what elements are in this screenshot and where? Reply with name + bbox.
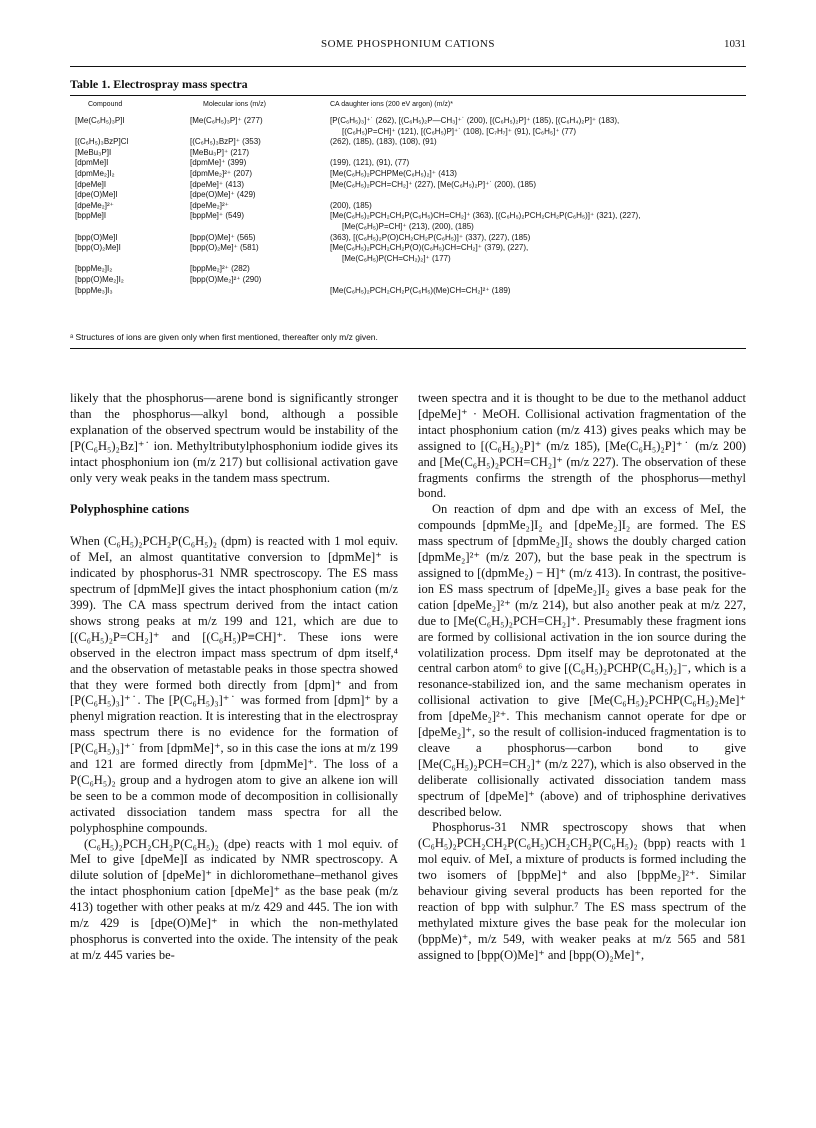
right-column <box>418 391 746 964</box>
daughter-ions-cell <box>330 169 746 180</box>
table-row <box>70 243 746 264</box>
table-row <box>70 286 746 297</box>
paragraph: likely that the phosphorus—arene bond is significantly stronger than the phosphorus—alkyl bond, although a possible explanation of the observed spectrum would be instability of the [P(C₆H₅)₂Bz]⁺˙ ion. Methyltributylphosphonium iodide gives its intact phosphonium ion (m/z 217) but collisional activation gave only very weak peaks in the tandem mass spectrum. <box>70 391 398 485</box>
daughter-ions-line: [P(C₆H₅)₃]⁺˙ (262), [(C₆H₅)₂P—CH₃]⁺˙ (200), [(C₆H₅)₂P]⁺ (185), [(C₆H₄)₂P]⁺ (183), <box>330 116 620 125</box>
molecular-ion-cell: [dpeMe₂]²⁺ <box>190 200 229 210</box>
daughter-ions-cell <box>330 286 746 297</box>
daughter-ions-cell <box>330 211 746 232</box>
molecular-ion-cell <box>190 286 330 297</box>
compound-cell: [bpp(O)₂Me]I <box>75 243 121 253</box>
molecular-ion-cell: [bppMe]⁺ (549) <box>190 211 245 221</box>
table-bottom-rule <box>70 348 746 349</box>
daughter-ions-line: [Me(C₆H₅)₂PCHPMe(C₆H₅)₂]⁺ (413) <box>330 168 457 178</box>
table-caption <box>70 77 248 92</box>
molecular-ion-cell: [bppMe₂]²⁺ (282) <box>190 264 250 274</box>
daughter-ions-line: (200), (185) <box>330 200 372 210</box>
running-header <box>70 38 746 54</box>
mass-spectra-table <box>70 116 746 296</box>
table-label: Table 1. <box>70 77 111 91</box>
daughter-ions-cell <box>330 148 746 159</box>
section-heading: Polyphosphine cations <box>70 502 190 517</box>
table-row <box>70 137 746 148</box>
running-title: SOME PHOSPHONIUM CATIONS <box>321 38 495 50</box>
daughter-ions-line <box>330 264 746 275</box>
compound-cell: [bpp(O)Me]I <box>75 232 118 242</box>
compound-cell: [MeBu₃P]I <box>75 147 112 157</box>
daughter-ions-cell <box>330 116 746 137</box>
molecular-ion-cell: [dpe(O)Me]⁺ (429) <box>190 190 256 200</box>
daughter-ions-line <box>330 275 746 286</box>
molecular-ion-cell: [bpp(O)₂Me]⁺ (581) <box>190 243 259 253</box>
daughter-ions-line: [Me(C₆H₅)P(CH=CH₂)₂]⁺ (177) <box>342 253 451 263</box>
header-rule <box>70 66 746 67</box>
daughter-ions-line: [Me(C₆H₅)₂PCH₂CH₂P(C₆H₅)CH=CH₂]⁺ (363), [(C₆H₅)₂PCH₂CH₂P(C₆H₅)]⁺ (321), (227), <box>330 211 641 221</box>
daughter-ions-cell <box>330 275 746 286</box>
paragraph: On reaction of dpm and dpe with an excess of MeI, the compounds [dpmMe₂]I₂ and [dpeMe₂]I₂ are formed. The ES mass spectrum of [dpmMe₂]I₂ shows the doubly charged cation [dpmMe₂]²⁺ (m/z 207), but the base peak in the spectrum is assigned to [(dpmMe₂) − H]⁺ (m/z 413). In contrast, the positive-ion ES mass spectrum of [dpeMe₂]I₂ gives a base peak for the cation [dpeMe₂]²⁺ (m/z 214), but also another peak at m/z 227, due to [Me(C₆H₅)₂PCH=CH₂]⁺. Presumably these fragment ions are formed by collisional activation in the ion source during the volatilization process. Dpm itself may be deprotonated at the central carbon atom⁶ to give [(C₆H₅)₂PCHP(C₆H₅)₂]⁻, which is a resonance-stabilized ion, and the same mechanism operates in collisional activation to give [Me(C₆H₅)₂PCHP(C₆H₅)₂Me]⁺ from [dpeMe₂]²⁺. This mechanism cannot operate for dpe or [dpeMe₂]⁺, so the result of collision-induced fragmentation is to cleave a phosphorus—carbon bond to give [Me(C₆H₅)₂PCH=CH₂]⁺ (m/z 227), which is also observed in the deliberate collisionally activated dissociation tandem mass spectrum of [dpeMe]⁺ (above) and of triphosphine derivatives described below. <box>418 502 746 819</box>
table-row <box>70 233 746 244</box>
table-row <box>70 158 746 169</box>
daughter-ions-cell <box>330 180 746 191</box>
daughter-ions-line <box>330 190 746 201</box>
daughter-ions-line: [Me(C₆H₅)₂PCH=CH₂]⁺ (227), [Me(C₆H₅)₂P]⁺˙ (200), (185) <box>330 179 537 189</box>
table-row <box>70 275 746 286</box>
table-row <box>70 116 746 137</box>
daughter-ions-line: [Me(C₆H₅)₂PCH₂CH₂P(O)(C₆H₅)CH=CH₂]⁺ (379), (227), <box>330 243 529 253</box>
daughter-ions-cell <box>330 243 746 264</box>
compound-cell: [dpe(O)Me]I <box>75 190 118 200</box>
left-column <box>70 391 398 964</box>
table-top-rule <box>70 95 746 96</box>
page-number: 1031 <box>724 38 746 50</box>
daughter-ions-line: (363), [(C₆H₅)₂P(O)CH₂CH₂P(C₆H₅)]⁺ (337), (227), (185) <box>330 232 531 242</box>
paragraph: (C₆H₅)₂PCH₂CH₂P(C₆H₅)₂ (dpe) reacts with 1 mol equiv. of MeI to give [dpeMe]I as indicated by NMR spectroscopy. A dilute solution of [dpeMe]⁺ in dichloromethane–methanol gives the intact phosphonium cation [dpeMe]⁺ as the base peak (m/z 413) together with other peaks at m/z 429 and 445. The ion with m/z 429 is [dpe(O)Me]⁺ in which the non-methylated phosphorus is converted into the oxide. The intensity of the peak at m/z 445 varies be- <box>70 836 398 962</box>
molecular-ion-cell: [dpmMe₂]²⁺ (207) <box>190 168 253 178</box>
table-title: Electrospray mass spectra <box>113 77 248 91</box>
daughter-ions-cell <box>330 137 746 148</box>
table-row <box>70 264 746 275</box>
molecular-ion-cell: [bpp(O)Me₂]²⁺ (290) <box>190 274 262 284</box>
table-row <box>70 180 746 191</box>
daughter-ions-line: [Me(C₆H₅)₂PCH₂CH₂P(C₆H₅)(Me)CH=CH₂]²⁺ (189) <box>330 285 511 295</box>
daughter-ions-line: (262), (185), (183), (108), (91) <box>330 137 437 147</box>
table-row <box>70 169 746 180</box>
compound-cell: [(C₆H₅)₃BzP]Cl <box>75 137 129 147</box>
col-header-compound: Compound <box>88 101 123 108</box>
daughter-ions-cell <box>330 201 746 212</box>
compound-cell: [bppMe₃]I₃ <box>75 285 113 295</box>
paragraph: When (C₆H₅)₂PCH₂P(C₆H₅)₂ (dpm) is reacted with 1 mol equiv. of MeI, an almost quantitative conversion to [dpmMe]⁺ is indicated by phosphorus-31 NMR spectroscopy. The ES mass spectrum of [dpmMe]I gives the intact phosphonium cation (m/z 399). The CA mass spectrum derived from the intact cation shows strong peaks at m/z 199 and 121, which are due to [(C₆H₅)₂P=CH₂]⁺ and [(C₆H₅)P≡CH]⁺. These ions were observed in the electron impact mass spectrum of dpm itself,⁴ and the observation of metastable peaks in those spectra showed that they were formed both directly from [dpm]⁺ and from [P(C₆H₅)₃]⁺˙. The [P(C₆H₅)₃]⁺˙ was formed from [dpm]⁺ by a phenyl migration reaction. It is interesting that in the electrospray mass spectrum there is no evidence for the formation of [P(C₆H₅)₃]⁺˙ from [dpmMe]⁺, so in this case the ions at m/z 199 and 121 are formed directly from [dpmMe]⁺. The loss of a P(C₆H₅)₂ group and a hydrogen atom to give an alkene ion will be seen to be a common mode of decomposition in collisionally activated dissociation tandem mass spectra for all the polyphosphine compounds. <box>70 534 398 835</box>
daughter-ions-cell <box>330 264 746 275</box>
col-header-daughter: CA daughter ions (200 eV argon) (m/z)* <box>330 101 453 108</box>
compound-cell: [dpmMe]I <box>75 158 109 168</box>
molecular-ion-cell: [Me(C₆H₅)₃P]⁺ (277) <box>190 116 263 125</box>
daughter-ions-line: [(C₆H₅)P=CH]⁺ (121), [(C₆H₅)P]⁺˙ (108), [C₇H₇]⁺ (91), [C₆H₅]⁺ (77) <box>342 126 576 136</box>
molecular-ion-cell: [dpeMe]⁺ (413) <box>190 179 245 189</box>
molecular-ion-cell: [MeBu₃P]⁺ (217) <box>190 147 250 157</box>
daughter-ions-line: (199), (121), (91), (77) <box>330 158 410 168</box>
table-row <box>70 148 746 159</box>
table-footnote: ᵃ Structures of ions are given only when first mentioned, thereafter only m/z given. <box>70 332 378 342</box>
paragraph: Phosphorus-31 NMR spectroscopy shows that when (C₆H₅)₂PCH₂CH₂P(C₆H₅)CH₂CH₂P(C₆H₅)₂ (bpp) reacts with 1 mol equiv. of MeI, a mixture of products is formed including the two isomers of [bppMe]⁺ and also [bppMe₂]²⁺. Similar behaviour giving several products has been reported for the reaction of bpp with sulphur.⁷ The ES mass spectrum of the methylated mixture gives the base peak for the molecular ion (bppMe)⁺, m/z 549, with weaker peaks at m/z 565 and 581 assigned to [bpp(O)Me]⁺ and [bpp(O)₂Me]⁺, <box>418 820 746 962</box>
table-row <box>70 201 746 212</box>
molecular-ion-cell: [dpmMe]⁺ (399) <box>190 158 247 168</box>
compound-cell: [bpp(O)Me₂]I₂ <box>75 274 124 284</box>
molecular-ion-cell: [(C₆H₅)₃BzP]⁺ (353) <box>190 137 261 147</box>
table-row <box>70 190 746 201</box>
compound-cell: [Me(C₆H₅)₃P]I <box>75 116 125 125</box>
table-row <box>70 211 746 232</box>
molecular-ion-cell: [bpp(O)Me]⁺ (565) <box>190 232 256 242</box>
compound-cell: [bppMe₂]I₂ <box>75 264 113 274</box>
daughter-ions-cell <box>330 190 746 201</box>
compound-cell: [dpeMe₂]²⁺ <box>75 200 114 210</box>
daughter-ions-line: [Me(C₆H₅)P=CH]⁺ (213), (200), (185) <box>342 221 474 231</box>
daughter-ions-cell <box>330 158 746 169</box>
daughter-ions-cell <box>330 233 746 244</box>
compound-cell: [dpmMe₂]I₂ <box>75 168 115 178</box>
compound-cell: [dpeMe]I <box>75 179 107 189</box>
paragraph: tween spectra and it is thought to be due to the methanol adduct [dpeMe]⁺ · MeOH. Collisional activation fragmentation of the intact phosphonium cation (m/z 413) gives peaks which may be assigned to [(C₆H₅)₂P]⁺ (m/z 185), [Me(C₆H₅)₂P]⁺˙ (m/z 200) and [Me(C₆H₅)₂PCH=CH₂]⁺ (m/z 227). The observation of these fragments confirms the strength of the phosphorus—methyl bond. <box>418 391 746 501</box>
col-header-molecular: Molecular ions (m/z) <box>203 101 267 108</box>
daughter-ions-line <box>330 148 746 159</box>
compound-cell: [bppMe]I <box>75 211 107 221</box>
